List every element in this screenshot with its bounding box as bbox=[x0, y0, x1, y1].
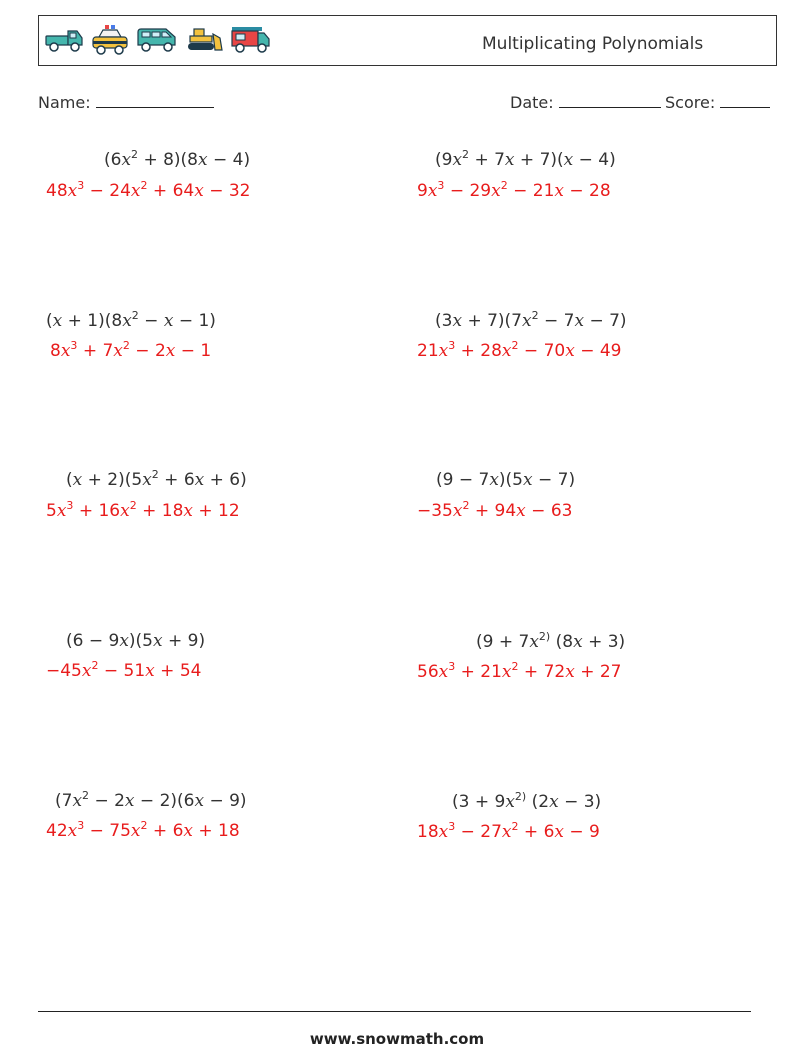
term-text: (3 + 9 bbox=[452, 792, 506, 812]
exponent: 2 bbox=[511, 820, 519, 833]
variable: x bbox=[52, 311, 63, 331]
camper-van-icon bbox=[230, 24, 272, 56]
name-blank[interactable] bbox=[96, 93, 214, 108]
term-text: )(5 bbox=[498, 470, 524, 490]
term-text: − 49 bbox=[574, 341, 622, 361]
term-text: 56 bbox=[417, 662, 439, 682]
variable: x bbox=[183, 821, 193, 841]
exponent: 2 bbox=[140, 179, 148, 192]
term-text: + 6 bbox=[518, 822, 555, 842]
term-text: − 1 bbox=[175, 341, 212, 361]
term-text: + 7)( bbox=[514, 150, 564, 170]
problem-9-question bbox=[55, 791, 247, 811]
term-text: 5 bbox=[46, 501, 57, 521]
term-text: + 7)(7 bbox=[462, 311, 522, 331]
variable: x bbox=[142, 470, 152, 490]
variable: x bbox=[427, 181, 438, 201]
worksheet-header bbox=[38, 15, 777, 66]
term-text: − 24 bbox=[84, 181, 131, 201]
name-field[interactable] bbox=[38, 93, 214, 112]
term-text: + 18 bbox=[136, 501, 184, 521]
variable: x bbox=[145, 661, 155, 681]
term-text: − 7 bbox=[538, 311, 575, 331]
term-text: − 7) bbox=[584, 311, 627, 331]
term-text: − 70 bbox=[518, 341, 566, 361]
term-text: + 94 bbox=[469, 501, 517, 521]
variable: x bbox=[438, 341, 449, 361]
problem-1-question bbox=[104, 150, 250, 170]
problem-2-answer bbox=[417, 181, 611, 201]
variable: x bbox=[113, 341, 123, 361]
term-text: (9 + 7 bbox=[476, 632, 530, 652]
term-text: 18 bbox=[417, 822, 439, 842]
variable: x bbox=[56, 501, 67, 521]
term-text: + 72 bbox=[518, 662, 566, 682]
variable: x bbox=[194, 791, 205, 811]
term-text: + 6 bbox=[158, 470, 195, 490]
term-text: + 27 bbox=[574, 662, 622, 682]
variable: x bbox=[452, 150, 463, 170]
variable: x bbox=[163, 311, 174, 331]
exponent: 3 bbox=[66, 499, 74, 512]
problem-10-question bbox=[452, 792, 601, 812]
variable: x bbox=[438, 822, 449, 842]
variable: x bbox=[120, 501, 130, 521]
variable: x bbox=[452, 311, 463, 331]
footer-url[interactable]: www.snowmath.com bbox=[309, 1030, 485, 1048]
term-text: − 2 bbox=[89, 791, 125, 811]
variable: x bbox=[183, 501, 193, 521]
vehicle-icons bbox=[44, 24, 272, 56]
variable: x bbox=[523, 470, 533, 490]
exponent: 2 bbox=[129, 499, 137, 512]
term-text: − 4) bbox=[573, 150, 616, 170]
exponent: 3 bbox=[437, 179, 445, 192]
exponent: 2 bbox=[511, 660, 519, 673]
term-text: − 7) bbox=[532, 470, 576, 490]
exponent: 3 bbox=[77, 179, 85, 192]
term-text: (3 bbox=[435, 311, 453, 331]
variable: x bbox=[438, 662, 449, 682]
term-text: − 2 bbox=[129, 341, 166, 361]
variable: x bbox=[489, 470, 499, 490]
problem-4-answer bbox=[417, 341, 621, 361]
variable: x bbox=[130, 821, 141, 841]
term-text: + 7 bbox=[469, 150, 505, 170]
term-text: −35 bbox=[417, 501, 453, 521]
variable: x bbox=[124, 791, 135, 811]
exponent: 2 bbox=[122, 339, 130, 352]
term-text: − 51 bbox=[98, 661, 146, 681]
term-text: − 75 bbox=[84, 821, 131, 841]
term-text: + 3) bbox=[582, 632, 626, 652]
term-text: + 64 bbox=[147, 181, 195, 201]
term-text: + 16 bbox=[73, 501, 121, 521]
term-text: − 2)(6 bbox=[134, 791, 195, 811]
variable: x bbox=[574, 311, 585, 331]
problem-8-answer bbox=[417, 662, 621, 682]
variable: x bbox=[67, 821, 78, 841]
variable: x bbox=[119, 631, 129, 651]
worksheet-title: Multiplicating Polynomials bbox=[482, 34, 704, 54]
exponent: 2) bbox=[514, 790, 527, 803]
variable: x bbox=[194, 470, 205, 490]
variable: x bbox=[501, 662, 512, 682]
term-text: (9 − 7 bbox=[436, 470, 490, 490]
variable: x bbox=[504, 150, 515, 170]
exponent: 2 bbox=[91, 659, 99, 672]
term-text: 48 bbox=[46, 181, 68, 201]
term-text: (6 − 9 bbox=[66, 631, 120, 651]
date-label: Date: bbox=[510, 93, 554, 112]
variable: x bbox=[522, 311, 532, 331]
term-text: − 1) bbox=[173, 311, 216, 331]
exponent: 2 bbox=[462, 148, 470, 161]
variable: x bbox=[60, 341, 71, 361]
term-text: + 12 bbox=[192, 501, 240, 521]
term-text: −45 bbox=[46, 661, 82, 681]
exponent: 3 bbox=[448, 820, 456, 833]
term-text: + 7 bbox=[77, 341, 114, 361]
variable: x bbox=[516, 501, 526, 521]
exponent: 3 bbox=[448, 660, 456, 673]
exponent: 2 bbox=[531, 309, 539, 322]
term-text: − 27 bbox=[455, 822, 502, 842]
variable: x bbox=[501, 822, 512, 842]
term-text: + 18 bbox=[192, 821, 240, 841]
variable: x bbox=[81, 661, 92, 681]
term-text: 9 bbox=[417, 181, 428, 201]
footer-divider bbox=[38, 1011, 751, 1012]
exponent: 2 bbox=[131, 148, 139, 161]
exponent: 2 bbox=[511, 339, 519, 352]
problem-6-question bbox=[436, 470, 575, 490]
term-text: (2 bbox=[526, 792, 550, 812]
bulldozer-icon bbox=[184, 24, 224, 56]
variable: x bbox=[505, 792, 515, 812]
problem-3-question bbox=[46, 311, 216, 331]
variable: x bbox=[554, 181, 564, 201]
term-text: 42 bbox=[46, 821, 68, 841]
term-text: + 1)(8 bbox=[62, 311, 123, 331]
term-text: + 6 bbox=[147, 821, 184, 841]
term-text: (7 bbox=[55, 791, 73, 811]
term-text: )(5 bbox=[128, 631, 154, 651]
term-text: + 54 bbox=[154, 661, 202, 681]
exponent: 2 bbox=[82, 789, 90, 802]
variable: x bbox=[194, 181, 204, 201]
exponent: 2 bbox=[140, 819, 148, 832]
variable: x bbox=[501, 341, 512, 361]
variable: x bbox=[67, 181, 78, 201]
exponent: 3 bbox=[77, 819, 85, 832]
term-text: (8 bbox=[550, 632, 574, 652]
name-label: Name: bbox=[38, 93, 91, 112]
term-text: − 28 bbox=[563, 181, 611, 201]
term-text: − 4) bbox=[207, 150, 251, 170]
term-text: 8 bbox=[50, 341, 61, 361]
term-text: − 21 bbox=[507, 181, 555, 201]
term-text: − 3) bbox=[558, 792, 602, 812]
term-text: − 63 bbox=[525, 501, 573, 521]
term-text: 21 bbox=[417, 341, 439, 361]
variable: x bbox=[491, 181, 501, 201]
term-text: + 2)(5 bbox=[82, 470, 143, 490]
variable: x bbox=[573, 632, 583, 652]
variable: x bbox=[549, 792, 559, 812]
problem-5-answer bbox=[46, 501, 240, 521]
term-text: + 6) bbox=[204, 470, 247, 490]
variable: x bbox=[72, 470, 83, 490]
term-text: − 32 bbox=[203, 181, 251, 201]
term-text: + 9) bbox=[162, 631, 206, 651]
problem-2-question bbox=[435, 150, 616, 170]
term-text: + 28 bbox=[455, 341, 502, 361]
van-icon bbox=[136, 24, 178, 56]
problem-9-answer bbox=[46, 821, 240, 841]
date-blank[interactable] bbox=[559, 93, 661, 108]
variable: x bbox=[122, 311, 132, 331]
term-text: − bbox=[138, 311, 164, 331]
variable: x bbox=[165, 341, 176, 361]
problem-5-question bbox=[66, 470, 247, 490]
term-text: + 8)(8 bbox=[138, 150, 198, 170]
term-text: (6 bbox=[104, 150, 122, 170]
exponent: 2) bbox=[538, 630, 551, 643]
date-field[interactable] bbox=[510, 93, 661, 112]
variable: x bbox=[72, 791, 83, 811]
term-text: (9 bbox=[435, 150, 453, 170]
variable: x bbox=[529, 632, 539, 652]
variable: x bbox=[198, 150, 208, 170]
score-field[interactable] bbox=[665, 93, 770, 112]
variable: x bbox=[130, 181, 141, 201]
term-text: − 9) bbox=[204, 791, 247, 811]
variable: x bbox=[565, 341, 575, 361]
problem-3-answer bbox=[50, 341, 211, 361]
exponent: 3 bbox=[70, 339, 78, 352]
variable: x bbox=[565, 662, 575, 682]
problem-4-question bbox=[435, 311, 627, 331]
exponent: 2 bbox=[500, 179, 508, 192]
score-label: Score: bbox=[665, 93, 716, 112]
term-text: ( bbox=[46, 311, 53, 331]
pickup-truck-icon bbox=[44, 24, 84, 56]
exponent: 2 bbox=[462, 499, 470, 512]
exponent: 3 bbox=[448, 339, 456, 352]
exponent: 2 bbox=[131, 309, 139, 322]
variable: x bbox=[153, 631, 163, 651]
exponent: 2 bbox=[151, 468, 159, 481]
term-text: ( bbox=[66, 470, 73, 490]
score-blank[interactable] bbox=[720, 93, 770, 108]
variable: x bbox=[554, 822, 564, 842]
variable: x bbox=[452, 501, 463, 521]
problem-7-question bbox=[66, 631, 205, 651]
variable: x bbox=[121, 150, 132, 170]
problem-10-answer bbox=[417, 822, 600, 842]
variable: x bbox=[563, 150, 574, 170]
police-car-icon bbox=[90, 24, 130, 56]
problem-6-answer bbox=[417, 501, 572, 521]
term-text: − 29 bbox=[444, 181, 492, 201]
problem-8-question bbox=[476, 632, 625, 652]
term-text: − 9 bbox=[563, 822, 600, 842]
problem-1-answer bbox=[46, 181, 250, 201]
problem-7-answer bbox=[46, 661, 201, 681]
term-text: + 21 bbox=[455, 662, 502, 682]
